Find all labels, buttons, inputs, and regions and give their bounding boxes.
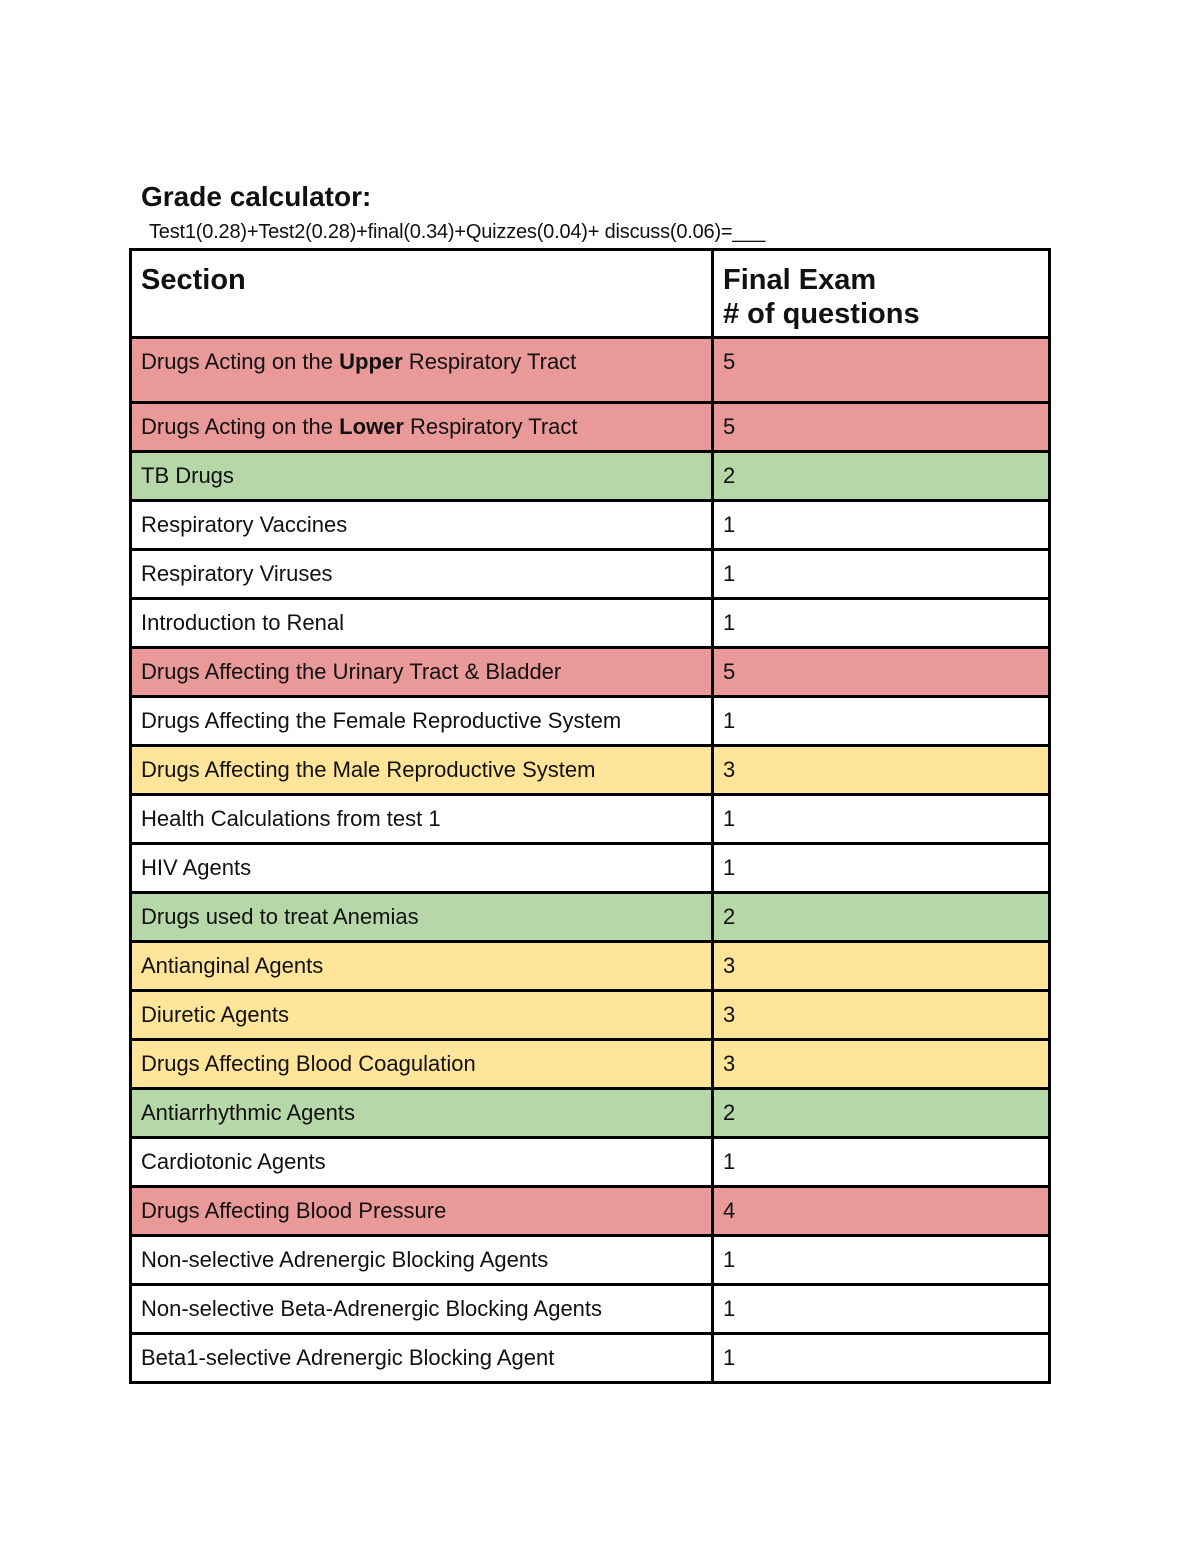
table-row: [131, 648, 1050, 697]
question-count: 5: [723, 659, 736, 684]
question-count: 1: [723, 512, 736, 537]
table-row: [131, 1285, 1050, 1334]
section-name: HIV Agents: [141, 855, 252, 880]
table-row: [131, 452, 1050, 501]
section-cell: [131, 942, 713, 991]
question-count-cell: [713, 599, 1050, 648]
header-final-exam: [713, 250, 1050, 338]
section-name: Non-selective Beta-Adrenergic Blocking Agents: [141, 1296, 603, 1321]
question-count: 3: [723, 1051, 736, 1076]
section-cell: [131, 697, 713, 746]
section-cell: [131, 1236, 713, 1285]
section-cell: [131, 338, 713, 403]
question-count: 1: [723, 610, 736, 635]
question-count: 1: [723, 806, 736, 831]
section-cell: [131, 550, 713, 599]
table-row: [131, 991, 1050, 1040]
section-name: Drugs Affecting the Female Reproductive System: [141, 708, 622, 733]
question-count: 5: [723, 414, 736, 439]
header-final-exam-line1: Final Exam: [723, 264, 877, 296]
question-count: 1: [723, 1296, 736, 1321]
table-row: [131, 1089, 1050, 1138]
question-count: 3: [723, 1002, 736, 1027]
question-count: 5: [723, 349, 736, 374]
section-name: Antiarrhythmic Agents: [141, 1100, 355, 1125]
table-row: [131, 746, 1050, 795]
section-name-emphasis: Upper: [339, 349, 403, 374]
question-count: 1: [723, 1149, 736, 1174]
header-final-exam-line2: # of questions: [723, 298, 920, 330]
section-cell: [131, 1089, 713, 1138]
question-count-cell: [713, 1285, 1050, 1334]
table-row: [131, 1040, 1050, 1089]
question-count-cell: [713, 844, 1050, 893]
exam-sections-table: [129, 248, 1051, 1384]
header-section-label: Section: [141, 264, 246, 296]
question-count: 3: [723, 953, 736, 978]
section-cell: [131, 795, 713, 844]
section-cell: [131, 452, 713, 501]
section-name: Drugs Affecting the Urinary Tract & Bladder: [141, 659, 562, 684]
page-title: Grade calculator:: [141, 181, 372, 212]
question-count: 1: [723, 1345, 736, 1370]
section-name: TB Drugs: [141, 463, 234, 488]
table-header-row: [131, 250, 1050, 338]
question-count-cell: [713, 942, 1050, 991]
section-cell: [131, 991, 713, 1040]
question-count: 1: [723, 708, 736, 733]
section-cell: [131, 844, 713, 893]
question-count: 2: [723, 463, 736, 488]
table-row: [131, 1187, 1050, 1236]
section-cell: [131, 1040, 713, 1089]
section-name-emphasis: Lower: [339, 414, 404, 439]
question-count-cell: [713, 1138, 1050, 1187]
question-count-cell: [713, 501, 1050, 550]
grade-formula: Test1(0.28)+Test2(0.28)+final(0.34)+Quizzes(0.04)+ discuss(0.06)=___: [149, 221, 766, 243]
section-name: Antianginal Agents: [141, 953, 324, 978]
table-row: [131, 1138, 1050, 1187]
question-count-cell: [713, 746, 1050, 795]
table-row: [131, 893, 1050, 942]
section-name: Drugs Affecting Blood Pressure: [141, 1198, 447, 1223]
section-name: Diuretic Agents: [141, 1002, 289, 1027]
header-section: [131, 250, 713, 338]
section-cell: [131, 501, 713, 550]
section-name: Introduction to Renal: [141, 610, 345, 635]
question-count-cell: [713, 795, 1050, 844]
section-cell: [131, 1187, 713, 1236]
question-count: 1: [723, 561, 736, 586]
section-cell: [131, 893, 713, 942]
section-cell: [131, 1138, 713, 1187]
table-row: [131, 403, 1050, 452]
section-name: Drugs Affecting the Male Reproductive System: [141, 757, 596, 782]
section-name: Drugs Affecting Blood Coagulation: [141, 1051, 476, 1076]
table-row: [131, 1236, 1050, 1285]
section-cell: [131, 648, 713, 697]
table-row: [131, 599, 1050, 648]
question-count: 4: [723, 1198, 736, 1223]
table-row: [131, 338, 1050, 403]
question-count-cell: [713, 697, 1050, 746]
table-row: [131, 942, 1050, 991]
section-cell: [131, 599, 713, 648]
table-row: [131, 844, 1050, 893]
table-row: [131, 1334, 1050, 1383]
question-count: 1: [723, 855, 736, 880]
section-cell: [131, 1334, 713, 1383]
question-count-cell: [713, 893, 1050, 942]
section-name: Respiratory Viruses: [141, 561, 333, 586]
question-count-cell: [713, 991, 1050, 1040]
question-count-cell: [713, 1089, 1050, 1138]
table-row: [131, 697, 1050, 746]
section-name: Drugs Acting on the: [141, 349, 340, 374]
question-count-cell: [713, 1236, 1050, 1285]
table-row: [131, 795, 1050, 844]
section-name: Cardiotonic Agents: [141, 1149, 326, 1174]
question-count: 3: [723, 757, 736, 782]
section-cell: [131, 746, 713, 795]
section-name: Drugs used to treat Anemias: [141, 904, 419, 929]
section-name: Non-selective Adrenergic Blocking Agents: [141, 1247, 549, 1272]
question-count-cell: [713, 403, 1050, 452]
section-name: Drugs Acting on the: [141, 414, 340, 439]
question-count: 2: [723, 904, 736, 929]
question-count: 1: [723, 1247, 736, 1272]
section-name: Beta1-selective Adrenergic Blocking Agent: [141, 1345, 555, 1370]
question-count-cell: [713, 452, 1050, 501]
section-name-suffix: Respiratory Tract: [402, 349, 577, 374]
section-name-suffix: Respiratory Tract: [403, 414, 578, 439]
question-count-cell: [713, 1334, 1050, 1383]
section-cell: [131, 1285, 713, 1334]
question-count-cell: [713, 338, 1050, 403]
question-count-cell: [713, 550, 1050, 599]
section-cell: [131, 403, 713, 452]
table-row: [131, 501, 1050, 550]
question-count-cell: [713, 648, 1050, 697]
question-count-cell: [713, 1187, 1050, 1236]
table-row: [131, 550, 1050, 599]
question-count-cell: [713, 1040, 1050, 1089]
section-name: Respiratory Vaccines: [141, 512, 348, 537]
section-name: Health Calculations from test 1: [141, 806, 441, 831]
question-count: 2: [723, 1100, 736, 1125]
